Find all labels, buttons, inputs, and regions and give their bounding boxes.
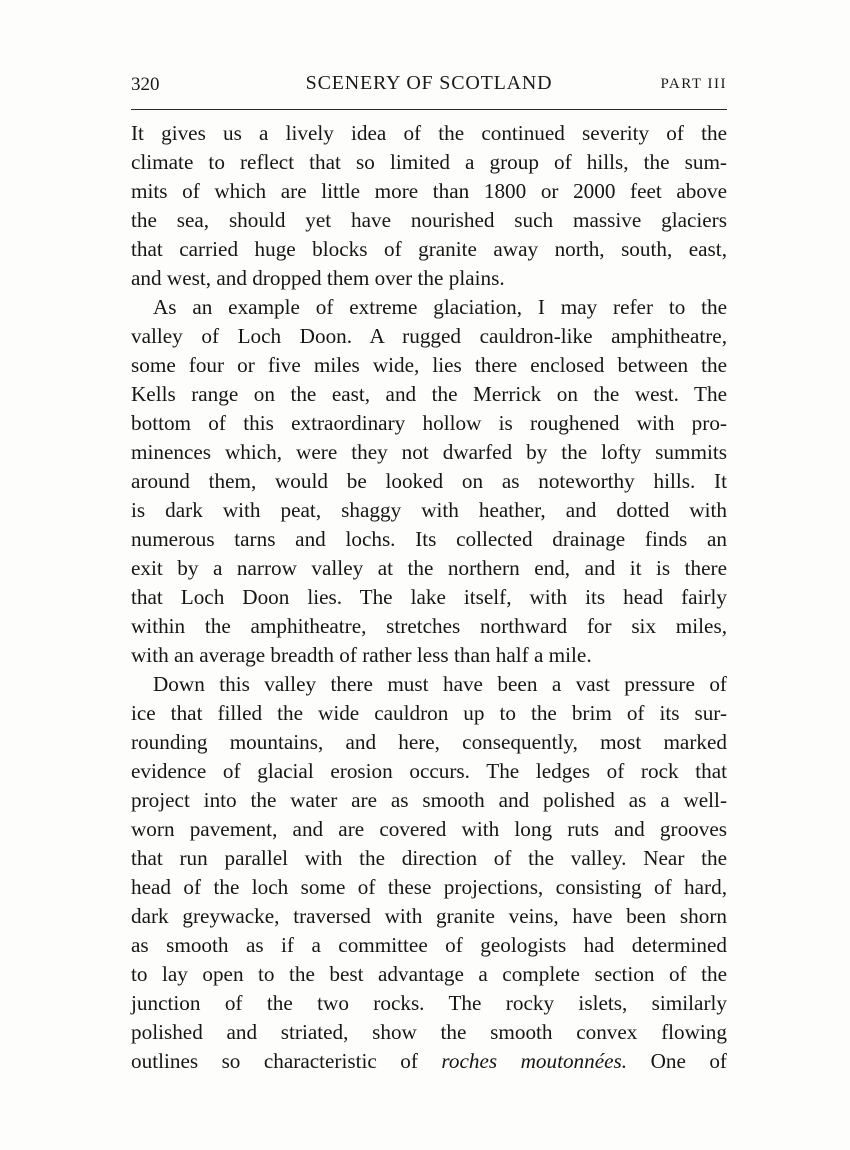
text-line: dark greywacke, traversed with granite veins, have been shorn xyxy=(131,904,727,928)
text-line: within the amphitheatre, stretches northward for six miles, xyxy=(131,614,727,638)
text-line: mits of which are little more than 1800 or 2000 feet above xyxy=(131,179,727,203)
text-line: evidence of glacial erosion occurs. The ledges of rock that xyxy=(131,759,727,783)
text-line: to lay open to the best advantage a complete section of the xyxy=(131,962,727,986)
text-line: Kells range on the east, and the Merrick on the west. The xyxy=(131,382,727,406)
text-line: the sea, should yet have nourished such massive glaciers xyxy=(131,208,727,232)
text-line: exit by a narrow valley at the northern end, and it is there xyxy=(131,556,727,580)
text-line: polished and striated, show the smooth convex flowing xyxy=(131,1020,727,1044)
text-line: junction of the two rocks. The rocky islets, similarly xyxy=(131,991,727,1015)
paragraph xyxy=(131,670,727,1076)
text-line: that Loch Doon lies. The lake itself, with its head fairly xyxy=(131,585,727,609)
text-line: worn pavement, and are covered with long ruts and grooves xyxy=(131,817,727,841)
header-rule xyxy=(131,109,727,110)
paragraph xyxy=(131,293,727,670)
text-line: head of the loch some of these projections, consisting of hard, xyxy=(131,875,727,899)
text-line: rounding mountains, and here, consequently, most marked xyxy=(131,730,727,754)
text-line: As an example of extreme glaciation, I may refer to the xyxy=(153,295,727,319)
paragraph xyxy=(131,119,727,293)
text-line: and west, and dropped them over the plains. xyxy=(131,266,505,290)
text-line: with an average breadth of rather less than half a mile. xyxy=(131,643,592,667)
text-line: as smooth as if a committee of geologists had determined xyxy=(131,933,727,957)
text-line: bottom of this extraordinary hollow is roughened with pro- xyxy=(131,411,727,435)
text-line xyxy=(131,1047,727,1076)
text-line: climate to reflect that so limited a group of hills, the sum- xyxy=(131,150,727,174)
text-line: is dark with peat, shaggy with heather, and dotted with xyxy=(131,498,727,522)
text-line: Down this valley there must have been a vast pressure of xyxy=(153,672,727,696)
text-line: It gives us a lively idea of the continued severity of the xyxy=(131,121,727,145)
text-line: that carried huge blocks of granite away north, south, east, xyxy=(131,237,727,261)
text-line: around them, would be looked on as noteworthy hills. It xyxy=(131,469,727,493)
italic-term: roches moutonnées. xyxy=(441,1049,628,1073)
text-line: ice that filled the wide cauldron up to the brim of its sur- xyxy=(131,701,727,725)
text-fragment: outlines so characteristic of xyxy=(131,1049,442,1073)
part-label: PART III xyxy=(660,76,727,92)
running-title: SCENERY OF SCOTLAND xyxy=(305,72,553,94)
text-fragment: One of xyxy=(627,1049,727,1073)
text-line: valley of Loch Doon. A rugged cauldron-like amphitheatre, xyxy=(131,324,727,348)
text-line: minences which, were they not dwarfed by the lofty summits xyxy=(131,440,727,464)
page-number: 320 xyxy=(131,74,160,95)
text-line: some four or five miles wide, lies there enclosed between the xyxy=(131,353,727,377)
text-line: that run parallel with the direction of the valley. Near the xyxy=(131,846,727,870)
body-text xyxy=(131,119,727,1076)
running-header xyxy=(131,70,727,102)
text-line: project into the water are as smooth and polished as a well- xyxy=(131,788,727,812)
text-line: numerous tarns and lochs. Its collected drainage finds an xyxy=(131,527,727,551)
